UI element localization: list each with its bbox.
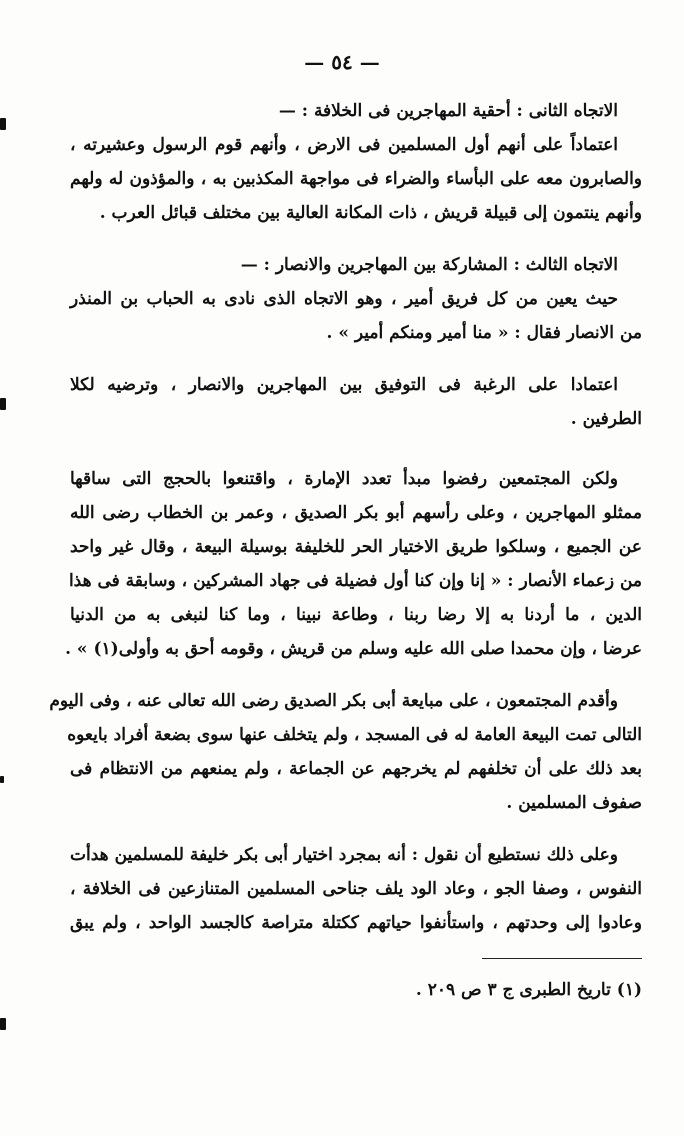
footnote-divider bbox=[482, 958, 642, 959]
section-heading: الاتجاه الثالث : المشاركة بين المهاجرين والانصار : — bbox=[240, 255, 618, 275]
paragraph bbox=[49, 684, 642, 820]
paragraph-heading-3 bbox=[70, 248, 642, 350]
text-line: وعادوا إلى وحدتهم ، واستأنفوا حياتهم ككتلة متراصة كالجسد الواحد ، ولم يبق bbox=[70, 913, 642, 933]
text-line: عرضا ، وإن محمدا صلى الله عليه وسلم من قريش ، وقومه أحق به وأولى(١) » . bbox=[65, 639, 642, 659]
text-line: وأقدم المجتمعون ، على مبايعة أبى بكر الصديق رضى الله تعالى عنه ، وفى اليوم bbox=[49, 691, 618, 711]
text-line: اعتماداً على أنهم أول المسلمين فى الارض ، وأنهم قوم الرسول وعشيرته ، bbox=[70, 135, 618, 155]
paragraph bbox=[65, 462, 642, 666]
page-number: — ٥٤ — bbox=[304, 50, 380, 74]
footnote: (١) تاريخ الطبرى ج ٣ ص ٢٠٩ . bbox=[415, 980, 642, 1000]
text-line: اعتمادا على الرغبة فى التوفيق بين المهاجرين والانصار ، وترضيه لكلا bbox=[70, 375, 618, 395]
text-line: ممثلو المهاجرين ، وعلى رأسهم أبو بكر الصديق ، وعمر بن الخطاب رضى الله bbox=[70, 503, 642, 523]
scan-edge-mark bbox=[0, 1018, 6, 1030]
text-line: من الانصار فقال : « منا أمير ومنكم أمير » . bbox=[326, 323, 642, 343]
text-line: صفوف المسلمين . bbox=[506, 793, 642, 813]
paragraph-heading-2 bbox=[70, 94, 642, 230]
text-line: الطرفين . bbox=[570, 409, 642, 429]
paragraph bbox=[70, 838, 642, 940]
text-line: وعلى ذلك نستطيع أن نقول : أنه بمجرد اختيار أبى بكر خليفة للمسلمين هدأت bbox=[70, 845, 618, 865]
text-line: ولكن المجتمعين رفضوا مبدأ تعدد الإمارة ، واقتنعوا بالحجج التى ساقها bbox=[70, 469, 618, 489]
text-line: والصابرون معه على البأساء والضراء فى مواجهة المكذبين به ، والمؤذون له ولهم bbox=[70, 169, 642, 189]
paragraph bbox=[70, 368, 642, 436]
text-line: حيث يعين من كل فريق أمير ، وهو الاتجاه الذى نادى به الحباب بن المنذر bbox=[70, 289, 618, 309]
scan-edge-mark bbox=[0, 398, 6, 410]
text-line: التالى تمت البيعة العامة له فى المسجد ، ولم يتخلف عنها سوى بضعة أفراد بايعوه bbox=[67, 725, 642, 745]
text-line: بعد ذلك على أن تخلفهم لم يخرجهم عن الجماعة ، ولم يمنعهم من الانتظام فى bbox=[70, 759, 642, 779]
text-line: من زعماء الأنصار : « إنا وإن كنا أول فضيلة فى جهاد المشركين ، وسابقة فى هذا bbox=[68, 571, 642, 591]
section-heading: الاتجاه الثانى : أحقية المهاجرين فى الخلافة : — bbox=[278, 101, 618, 121]
text-line: عن الجميع ، وسلكوا طريق الاختيار الحر للخليفة بوسيلة البيعة ، وقال غير واحد bbox=[70, 537, 642, 557]
scan-edge-mark bbox=[0, 118, 6, 130]
text-line: النفوس ، وصفا الجو ، وعاد الود يلف جناحى المسلمين المتنازعين فى الخلافة ، bbox=[70, 879, 642, 899]
text-line: وأنهم ينتمون إلى قبيلة قريش ، ذات المكانة العالية بين مختلف قبائل العرب . bbox=[99, 203, 642, 223]
body-text bbox=[49, 94, 642, 940]
scan-edge-mark bbox=[0, 776, 4, 783]
text-line: الدين ، ما أردنا به إلا رضا ربنا ، وطاعة نبينا ، وما كنا لنبغى به من الدنيا bbox=[70, 605, 642, 625]
